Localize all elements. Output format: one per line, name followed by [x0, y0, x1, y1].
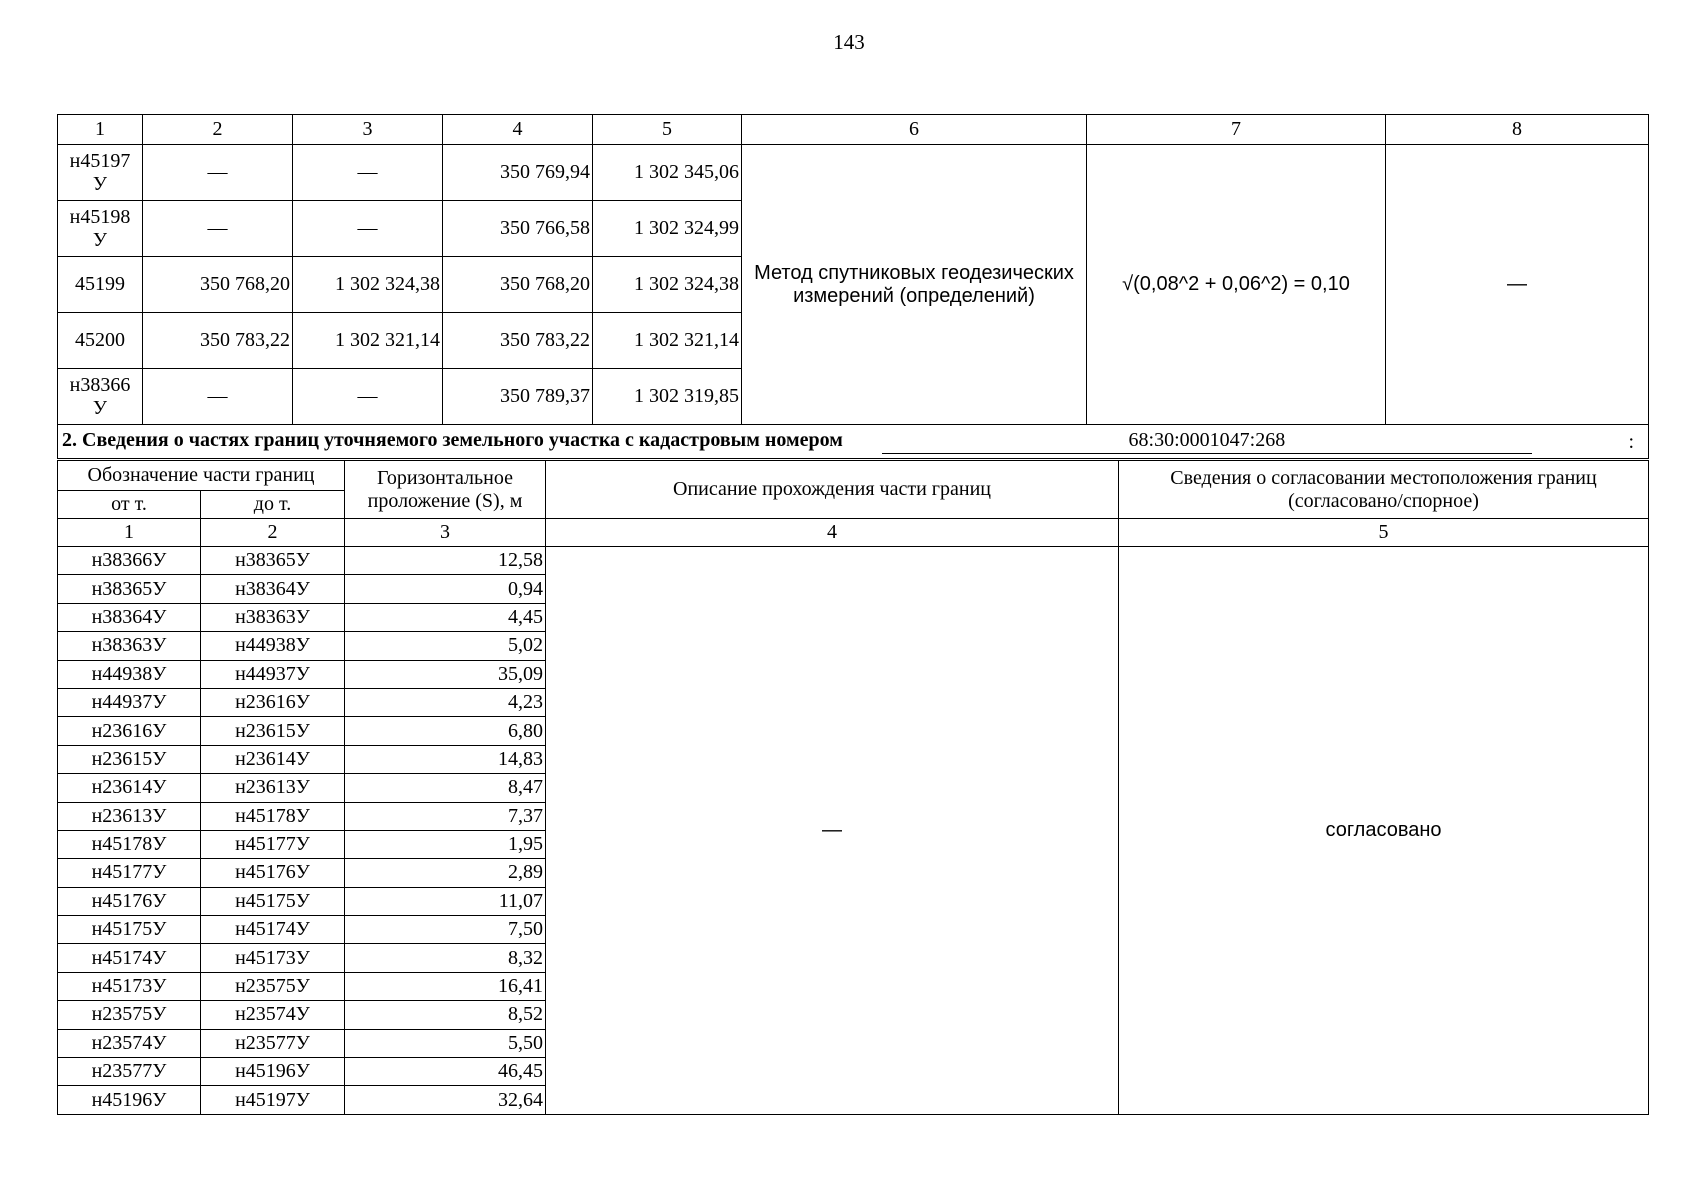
column-number: 5 — [593, 115, 742, 145]
boundary-parts-table — [57, 460, 1649, 1115]
from-point: н45173У — [58, 972, 201, 1000]
column-number: 3 — [345, 519, 546, 547]
from-point: н38364У — [58, 603, 201, 631]
y-new: 1 302 324,99 — [593, 201, 742, 257]
description-cell: — — [546, 547, 1119, 1115]
distance: 4,23 — [345, 688, 546, 716]
distance: 8,52 — [345, 1001, 546, 1029]
column-number: 8 — [1386, 115, 1649, 145]
y-old: — — [293, 145, 443, 201]
coordinates-header-row — [58, 115, 1649, 145]
x-new: 350 769,94 — [443, 145, 593, 201]
x-new: 350 766,58 — [443, 201, 593, 257]
to-point: н44938У — [201, 632, 345, 660]
from-point: н23575У — [58, 1001, 201, 1029]
point-name: н45197 У — [58, 145, 143, 201]
x-old: 350 768,20 — [143, 257, 293, 313]
from-point: н38363У — [58, 632, 201, 660]
from-point: н38365У — [58, 575, 201, 603]
distance: 16,41 — [345, 972, 546, 1000]
y-old: 1 302 321,14 — [293, 313, 443, 369]
to-point: н38364У — [201, 575, 345, 603]
column-number: 6 — [742, 115, 1087, 145]
from-point: н23577У — [58, 1058, 201, 1086]
distance: 32,64 — [345, 1086, 546, 1114]
section-heading-row — [58, 425, 1649, 459]
point-name: 45200 — [58, 313, 143, 369]
distance: 14,83 — [345, 745, 546, 773]
x-new: 350 768,20 — [443, 257, 593, 313]
point-name: н38366 У — [58, 369, 143, 425]
y-old: — — [293, 201, 443, 257]
column-number: 3 — [293, 115, 443, 145]
distance: 8,32 — [345, 944, 546, 972]
to-point: н23614У — [201, 745, 345, 773]
y-new: 1 302 345,06 — [593, 145, 742, 201]
to-point: н23575У — [201, 972, 345, 1000]
to-point: н23615У — [201, 717, 345, 745]
header-description: Описание прохождения части границ — [546, 461, 1119, 519]
y-new: 1 302 324,38 — [593, 257, 742, 313]
table-row — [58, 145, 1649, 201]
point-name: 45199 — [58, 257, 143, 313]
from-point: н45178У — [58, 830, 201, 858]
to-point: н45175У — [201, 887, 345, 915]
distance: 8,47 — [345, 774, 546, 802]
distance: 46,45 — [345, 1058, 546, 1086]
page-number: 143 — [833, 30, 865, 54]
to-point: н45178У — [201, 802, 345, 830]
to-point: н38363У — [201, 603, 345, 631]
section-heading — [58, 425, 1649, 459]
column-number: 1 — [58, 115, 143, 145]
section-suffix: : — [1628, 431, 1634, 453]
header-to: до т. — [201, 491, 345, 519]
from-point: н23574У — [58, 1029, 201, 1057]
to-point: н45197У — [201, 1086, 345, 1114]
x-old: — — [143, 201, 293, 257]
to-point: н45177У — [201, 830, 345, 858]
to-point: н45174У — [201, 916, 345, 944]
distance: 5,50 — [345, 1029, 546, 1057]
x-new: 350 789,37 — [443, 369, 593, 425]
to-point: н44937У — [201, 660, 345, 688]
column-number: 5 — [1119, 519, 1649, 547]
x-old: 350 783,22 — [143, 313, 293, 369]
to-point: н23613У — [201, 774, 345, 802]
column-number: 4 — [546, 519, 1119, 547]
accuracy-cell: √(0,08^2 + 0,06^2) = 0,10 — [1087, 145, 1386, 425]
column-number: 2 — [143, 115, 293, 145]
header-from: от т. — [58, 491, 201, 519]
to-point: н23577У — [201, 1029, 345, 1057]
cadastral-number: 68:30:0001047:268 — [882, 429, 1532, 454]
from-point: н23616У — [58, 717, 201, 745]
point-name: н45198 У — [58, 201, 143, 257]
distance: 7,37 — [345, 802, 546, 830]
to-point: н45176У — [201, 859, 345, 887]
to-point: н45196У — [201, 1058, 345, 1086]
column-number: 1 — [58, 519, 201, 547]
x-old: — — [143, 369, 293, 425]
from-point: н45176У — [58, 887, 201, 915]
from-point: н45177У — [58, 859, 201, 887]
y-new: 1 302 319,85 — [593, 369, 742, 425]
column-number: 4 — [443, 115, 593, 145]
from-point: н44937У — [58, 688, 201, 716]
distance: 5,02 — [345, 632, 546, 660]
distance: 0,94 — [345, 575, 546, 603]
distance: 7,50 — [345, 916, 546, 944]
from-point: н45174У — [58, 944, 201, 972]
section-title: 2. Сведения о частях границ уточняемого земельного участка с кадастровым номером — [62, 429, 843, 451]
from-point: н44938У — [58, 660, 201, 688]
to-point: н38365У — [201, 547, 345, 575]
coordinates-table — [57, 114, 1649, 459]
distance: 11,07 — [345, 887, 546, 915]
to-point: н45173У — [201, 944, 345, 972]
from-point: н23613У — [58, 802, 201, 830]
distance: 12,58 — [345, 547, 546, 575]
from-point: н45175У — [58, 916, 201, 944]
to-point: н23574У — [201, 1001, 345, 1029]
header-distance: Горизонтальное проложение (S), м — [345, 461, 546, 519]
distance: 4,45 — [345, 603, 546, 631]
distance: 35,09 — [345, 660, 546, 688]
y-old: 1 302 324,38 — [293, 257, 443, 313]
y-old: — — [293, 369, 443, 425]
column-number: 2 — [201, 519, 345, 547]
from-point: н23615У — [58, 745, 201, 773]
from-point: н38366У — [58, 547, 201, 575]
to-point: н23616У — [201, 688, 345, 716]
distance: 6,80 — [345, 717, 546, 745]
from-point: н23614У — [58, 774, 201, 802]
col8-cell: — — [1386, 145, 1649, 425]
distance: 2,89 — [345, 859, 546, 887]
distance: 1,95 — [345, 830, 546, 858]
agreement-cell: согласовано — [1119, 547, 1649, 1115]
from-point: н45196У — [58, 1086, 201, 1114]
boundary-column-numbers — [58, 519, 1649, 547]
x-new: 350 783,22 — [443, 313, 593, 369]
header-agreement: Сведения о согласовании местоположения границ (согласовано/спорное) — [1119, 461, 1649, 519]
column-number: 7 — [1087, 115, 1386, 145]
method-cell: Метод спутниковых геодезических измерений (определений) — [742, 145, 1087, 425]
y-new: 1 302 321,14 — [593, 313, 742, 369]
boundary-header-row — [58, 461, 1649, 491]
header-designation: Обозначение части границ — [58, 461, 345, 491]
table-row — [58, 547, 1649, 575]
x-old: — — [143, 145, 293, 201]
